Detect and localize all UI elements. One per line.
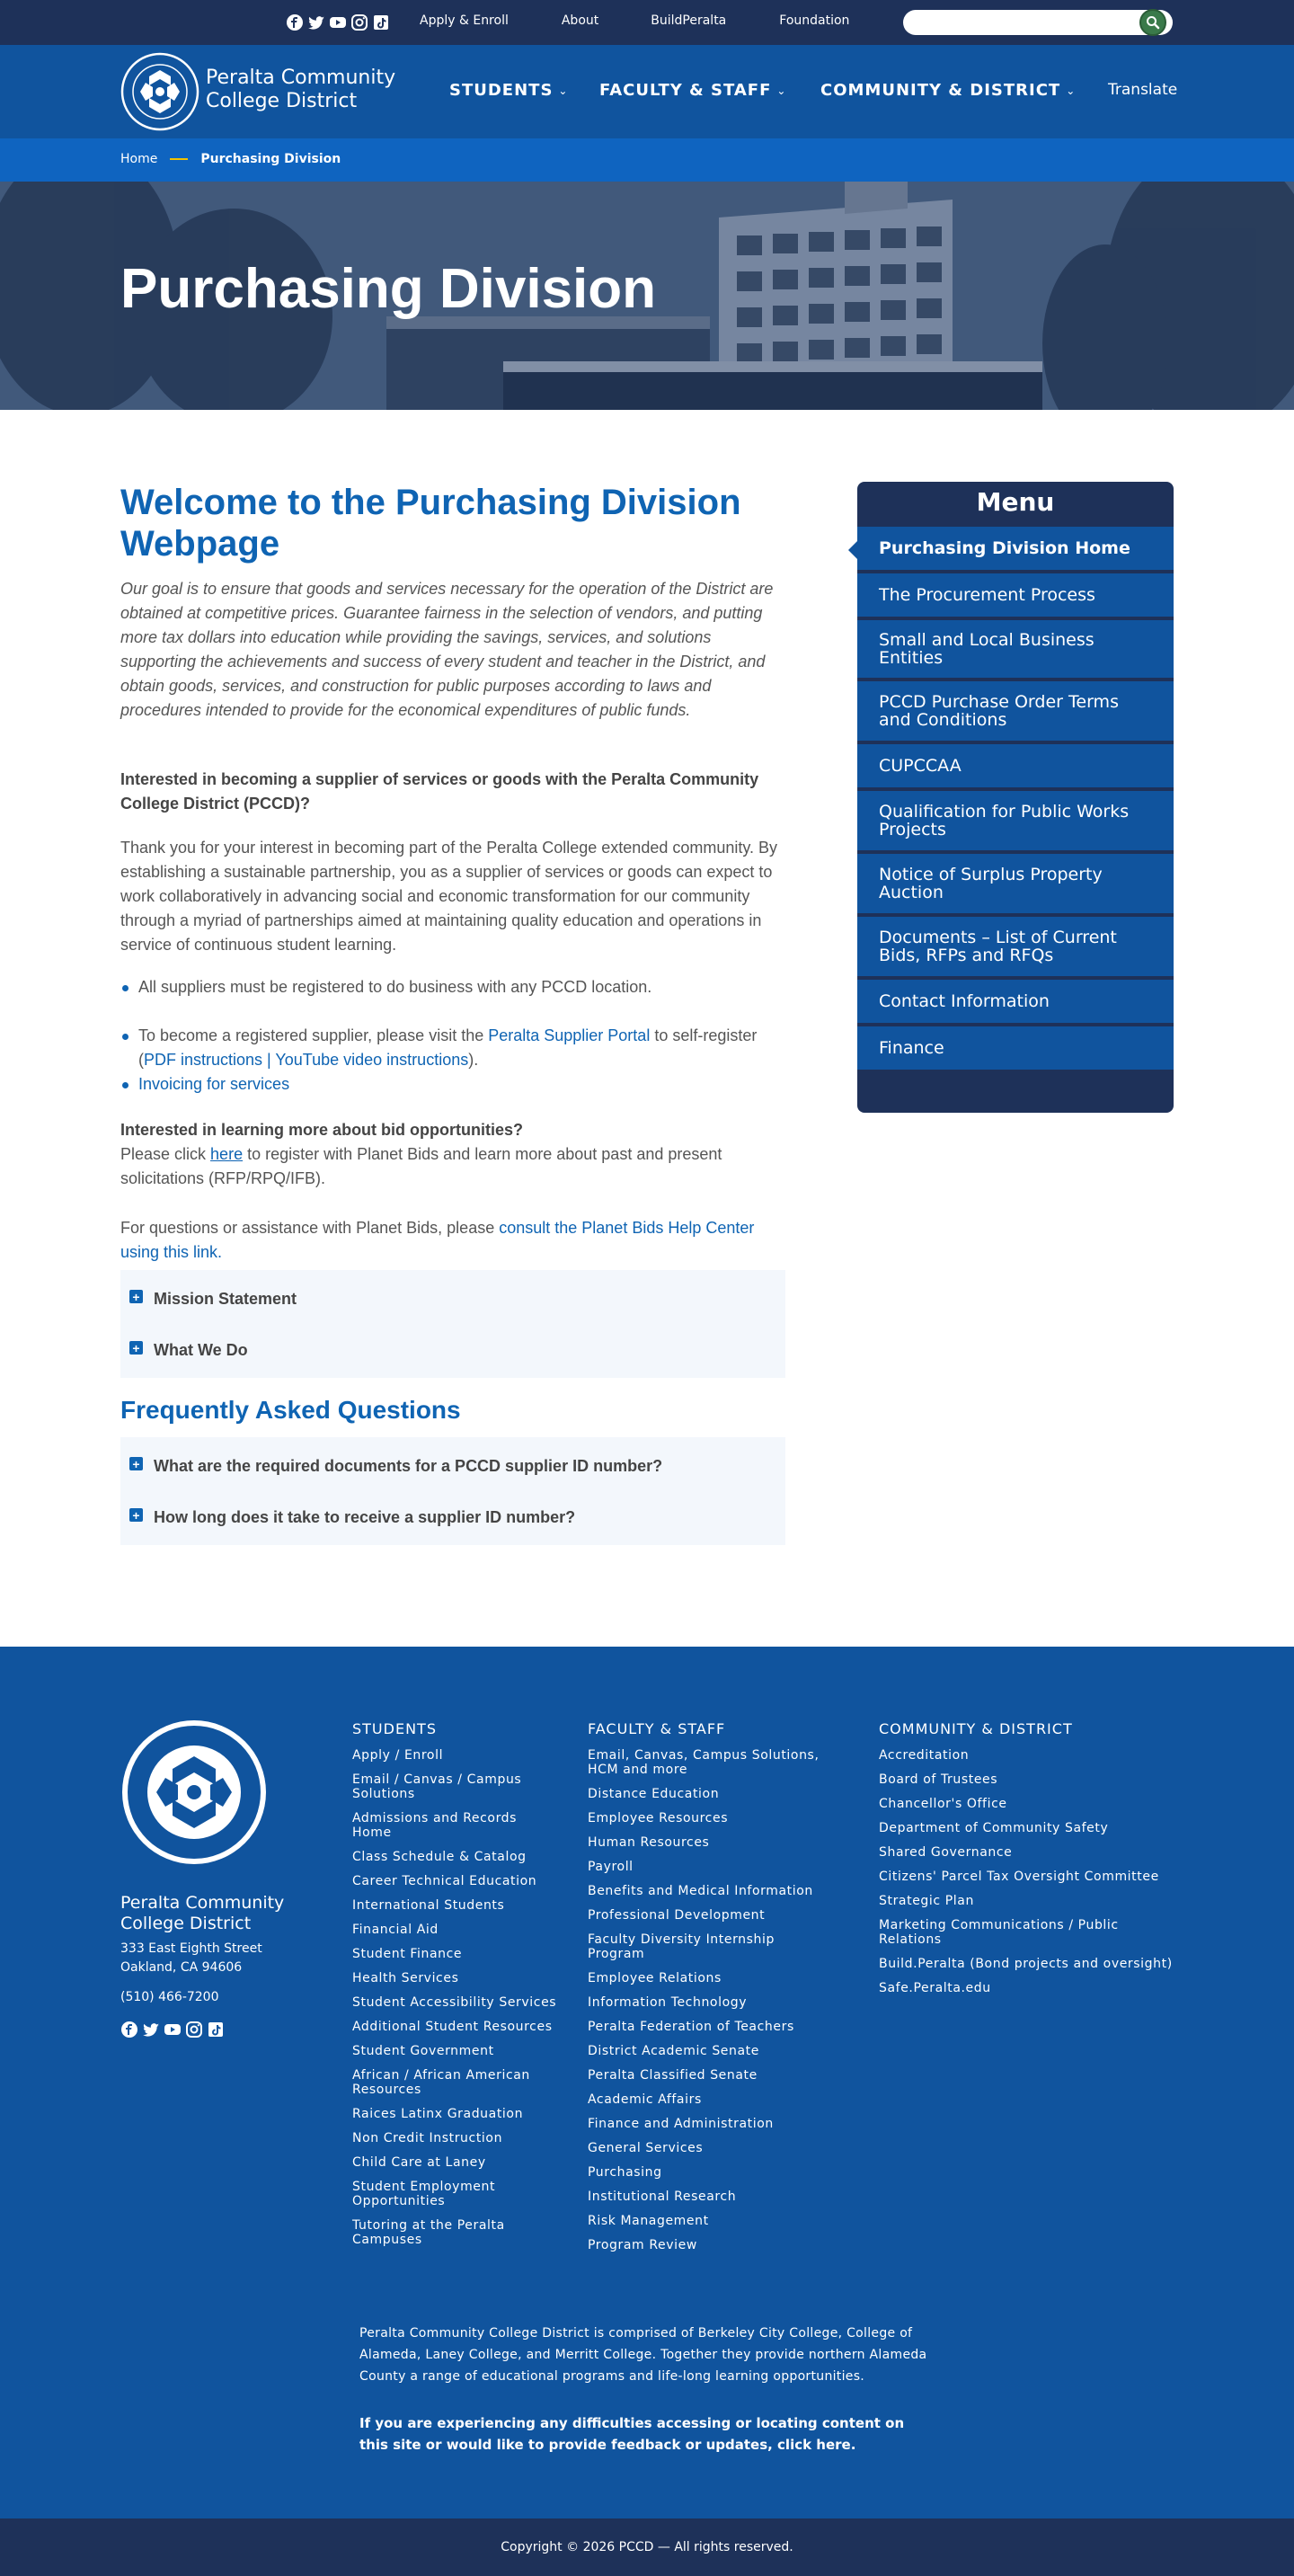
search-button[interactable] (1139, 9, 1166, 36)
nav-community-district[interactable] (820, 81, 1076, 100)
footer-faculty-list (588, 1748, 821, 2252)
plus-icon: + (129, 1341, 143, 1355)
copyright-bar (0, 2518, 1294, 2576)
students-link[interactable]: Apply / Enroll (352, 1748, 444, 1763)
students-link[interactable]: African / African American Resources (352, 2068, 530, 2097)
menu-item-contact[interactable]: Contact Information (857, 980, 1174, 1023)
tiktok-icon[interactable] (207, 2021, 225, 2039)
footer-address-line1: 333 East Eighth Street (120, 1941, 262, 1956)
faculty-link[interactable]: Faculty Diversity Internship Program (588, 1932, 775, 1961)
facebook-icon[interactable] (286, 13, 304, 31)
menu-item-finance[interactable]: Finance (857, 1026, 1174, 1070)
bullet-registration (120, 975, 785, 999)
students-link[interactable]: Admissions and Records Home (352, 1811, 518, 1840)
pccd-seal-logo[interactable] (120, 52, 199, 131)
students-link[interactable]: Career Technical Education (352, 1874, 537, 1888)
bullet-invoicing (120, 1072, 785, 1097)
plus-icon: + (129, 1290, 143, 1303)
plus-icon: + (129, 1508, 143, 1522)
students-link[interactable]: Child Care at Laney (352, 2155, 486, 2170)
accordion-label: What We Do (154, 1341, 248, 1359)
header-org-line2: College District (206, 90, 358, 112)
accordion-mission-statement[interactable] (129, 1274, 776, 1325)
main-column (120, 482, 785, 1545)
nav-faculty-staff[interactable] (599, 81, 820, 100)
main-nav (449, 81, 1076, 100)
utility-link-foundation[interactable]: Foundation (779, 13, 850, 28)
menu-item-small-local-business[interactable]: Small and Local Business Entities (857, 620, 1174, 678)
students-link[interactable]: Email / Canvas / Campus Solutions (352, 1772, 522, 1801)
faculty-link[interactable]: Peralta Classified Senate (588, 2068, 758, 2083)
thanks-paragraph: Thank you for your interest in becoming part of the Peralta College extended community. By establishing a sustainable partnership, you as a supplier of services or goods can expect to work collaboratively in advancing social and economic transformation for our community through a myriad of partnerships aimed at maintaining quality education and operations in service of continuous student learning. (120, 839, 778, 954)
breadcrumb (120, 152, 341, 166)
faculty-link[interactable]: Human Resources (588, 1835, 710, 1850)
footer-students-column (352, 1720, 559, 2257)
students-link[interactable]: Student Employment Opportunities (352, 2180, 496, 2208)
footer-social-links (120, 2021, 225, 2039)
footer-community-column (879, 1720, 1184, 2005)
students-link[interactable]: Tutoring at the Peralta Campuses (352, 2218, 505, 2247)
footer-org-line2: College District (120, 1914, 252, 1933)
footer-students-list (352, 1748, 559, 2247)
students-link[interactable]: Student Accessibility Services (352, 1995, 557, 2010)
footer-community-list (879, 1748, 1184, 1995)
community-link[interactable]: Build.Peralta (Bond projects and oversight) (879, 1957, 1173, 1971)
faq-heading: Frequently Asked Questions (120, 1396, 461, 1424)
community-link[interactable]: Accreditation (879, 1748, 970, 1763)
twitter-icon[interactable] (307, 13, 325, 31)
faculty-link[interactable]: Payroll (588, 1860, 634, 1874)
side-menu-title: Menu (976, 487, 1055, 517)
info-accordion (120, 1270, 785, 1378)
faculty-link[interactable]: Academic Affairs (588, 2092, 702, 2107)
faculty-link[interactable]: General Services (588, 2141, 704, 2155)
menu-item-purchasing-home[interactable]: Purchasing Division Home (857, 527, 1174, 570)
utility-social-links (286, 13, 390, 31)
footer-feedback-link[interactable]: If you are experiencing any difficulties accessing or locating content on this site or would like to provide feedback or updates, click here. (359, 2415, 905, 2453)
utility-link-apply[interactable]: Apply & Enroll (420, 13, 509, 28)
bullet-registration-text: All suppliers must be registered to do business with any PCCD location. (138, 978, 652, 996)
faq-required-documents[interactable] (129, 1441, 776, 1492)
footer-students-heading: STUDENTS (352, 1720, 437, 1737)
footer-seal-logo[interactable] (120, 1719, 268, 1866)
planet-bids-here-link[interactable]: here (210, 1145, 244, 1163)
accordion-what-we-do[interactable] (129, 1325, 776, 1376)
search-input[interactable] (903, 10, 1128, 35)
faq-accordion (120, 1437, 785, 1545)
bid-pre: Please click (120, 1145, 211, 1163)
faq-label: How long does it take to receive a supplier ID number? (154, 1508, 576, 1526)
students-link[interactable]: International Students (352, 1898, 505, 1913)
menu-item-public-works[interactable]: Qualification for Public Works Projects (857, 791, 1174, 850)
faculty-link[interactable]: Program Review (588, 2238, 697, 2252)
main-header (0, 45, 1294, 138)
faculty-link[interactable]: District Academic Senate (588, 2044, 759, 2058)
faculty-link[interactable]: Email, Canvas, Campus Solutions, HCM and more (588, 1748, 820, 1777)
chevron-down-icon: ⌄ (776, 84, 787, 97)
bullet2-sep: | (262, 1051, 276, 1069)
footer (0, 1647, 1294, 2518)
menu-item-current-bids[interactable]: Documents – List of Current Bids, RFPs and RFQs (857, 917, 1174, 976)
students-link[interactable]: Additional Student Resources (352, 2020, 553, 2034)
community-link[interactable]: Chancellor's Office (879, 1797, 1007, 1811)
hero-banner (0, 182, 1294, 410)
goal-paragraph: Our goal is to ensure that goods and services necessary for the operation of the District are obtained at competitive prices. Guarantee fairness in the selection of vendors, and putting more tax dollars into education while providing the savings, services, and solutions supporting the achievements and success of every student and teacher in the District, and obtain goods, services, and construction for public purposes according to laws and procedures intended to provide for the economical expenditures of public funds. (120, 580, 774, 719)
content-area (0, 410, 1294, 1647)
invoicing-link[interactable]: Invoicing for services (138, 1075, 290, 1093)
breadcrumb-bar (0, 138, 1294, 182)
students-link[interactable]: Health Services (352, 1971, 459, 1985)
facebook-icon[interactable] (120, 2021, 138, 2039)
bid-question: Interested in learning more about bid opportunities? (120, 1121, 524, 1139)
faculty-link[interactable]: Distance Education (588, 1787, 720, 1801)
community-link[interactable]: Strategic Plan (879, 1894, 974, 1908)
chevron-down-icon: ⌄ (1066, 84, 1077, 97)
students-link[interactable]: Class Schedule & Catalog (352, 1850, 527, 1864)
community-link[interactable]: Safe.Peralta.edu (879, 1981, 991, 1995)
menu-item-procurement-process[interactable]: The Procurement Process (857, 573, 1174, 617)
faculty-link[interactable]: Benefits and Medical Information (588, 1884, 813, 1898)
instagram-icon[interactable] (350, 13, 368, 31)
faculty-link[interactable]: Institutional Research (588, 2190, 737, 2204)
tiktok-icon[interactable] (372, 13, 390, 31)
youtube-icon[interactable] (329, 13, 347, 31)
community-link[interactable]: Department of Community Safety (879, 1821, 1109, 1835)
footer-address (120, 1940, 262, 1977)
community-link[interactable]: Board of Trustees (879, 1772, 998, 1787)
supplier-question: Interested in becoming a supplier of services or goods with the Peralta Community College District (PCCD)? (120, 770, 759, 813)
students-link[interactable]: Student Finance (352, 1947, 463, 1961)
nav-faculty-label: FACULTY & STAFF (599, 81, 772, 100)
breadcrumb-current: Purchasing Division (200, 152, 341, 166)
faculty-link[interactable]: Professional Development (588, 1908, 766, 1923)
plus-icon: + (129, 1457, 143, 1470)
bullet2-end: ). (468, 1051, 479, 1069)
page-heading: Welcome to the Purchasing Division Webpage (120, 483, 741, 564)
instagram-icon[interactable] (185, 2021, 203, 2039)
students-link[interactable]: Non Credit Instruction (352, 2131, 503, 2145)
faculty-link[interactable]: Information Technology (588, 1995, 748, 2010)
students-link[interactable]: Raices Latinx Graduation (352, 2107, 524, 2121)
faculty-link[interactable]: Purchasing (588, 2165, 662, 2180)
faculty-link[interactable]: Employee Relations (588, 1971, 722, 1985)
youtube-icon[interactable] (164, 2021, 182, 2039)
pdf-instructions-link[interactable]: PDF instructions (144, 1051, 263, 1069)
menu-item-cupccaa[interactable]: CUPCCAA (857, 744, 1174, 787)
side-menu (857, 482, 1174, 1113)
community-link[interactable]: Citizens' Parcel Tax Oversight Committee (879, 1870, 1159, 1884)
faculty-link[interactable]: Peralta Federation of Teachers (588, 2020, 794, 2034)
bullet2-pre: To become a registered supplier, please visit the (138, 1026, 489, 1044)
nav-students[interactable] (449, 81, 599, 100)
planet-pre: For questions or assistance with Planet Bids, please (120, 1219, 500, 1237)
planet-bids-paragraph (120, 1216, 785, 1265)
utility-link-buildperalta[interactable]: BuildPeralta (651, 13, 727, 28)
footer-address-line2: Oakland, CA 94606 (120, 1960, 243, 1975)
chevron-down-icon: ⌄ (558, 84, 569, 97)
translate-button[interactable]: Translate (1108, 81, 1178, 99)
supplier-portal-link[interactable]: Peralta Supplier Portal (488, 1026, 651, 1044)
footer-org-name (120, 1893, 284, 1934)
bid-paragraph (120, 1142, 785, 1191)
hero-title: Purchasing Division (120, 258, 657, 320)
header-org-line1: Peralta Community (206, 67, 396, 89)
menu-item-po-terms[interactable]: PCCD Purchase Order Terms and Conditions (857, 681, 1174, 741)
faculty-link[interactable]: Employee Resources (588, 1811, 729, 1825)
footer-community-heading: COMMUNITY & DISTRICT (879, 1720, 1073, 1737)
bid-post: to register with Planet Bids and learn more about past and present solicitations (RFP/RPQ/IFB). (120, 1145, 722, 1187)
faq-how-long[interactable] (129, 1492, 776, 1543)
header-org-name[interactable] (206, 67, 395, 113)
nav-community-label: COMMUNITY & DISTRICT (820, 81, 1061, 100)
footer-org-line1: Peralta Community (120, 1893, 285, 1913)
footer-faculty-column (588, 1720, 821, 2262)
twitter-icon[interactable] (142, 2021, 160, 2039)
utility-bar (0, 0, 1294, 45)
copyright-text: Copyright © 2026 PCCD — All rights reserved. (501, 2540, 793, 2554)
community-link[interactable]: Shared Governance (879, 1845, 1013, 1860)
search-box (903, 10, 1173, 35)
menu-item-surplus-auction[interactable]: Notice of Surplus Property Auction (857, 854, 1174, 913)
footer-phone[interactable]: (510) 466-7200 (120, 1990, 219, 2004)
faq-label: What are the required documents for a PCCD supplier ID number? (154, 1457, 663, 1475)
nav-students-label: STUDENTS (449, 81, 554, 100)
bullet-register-portal (120, 1024, 785, 1072)
search-icon (1146, 15, 1160, 30)
students-link[interactable]: Financial Aid (352, 1923, 439, 1937)
breadcrumb-home[interactable]: Home (120, 152, 158, 166)
breadcrumb-separator (170, 158, 188, 160)
supplier-bullets (120, 975, 785, 1097)
accordion-label: Mission Statement (154, 1290, 297, 1308)
planet-bids-help-link[interactable]: consult the Planet Bids Help Center using this link. (120, 1219, 755, 1261)
footer-about: Peralta Community College District is comprised of Berkeley City College, College of Alameda, Laney College, and Merritt College. Together they provide northern Alameda County a range of educational programs and life-long learning opportunities. (359, 2326, 927, 2384)
utility-link-about[interactable]: About (561, 13, 599, 28)
bullet2-mid: to self-register ( (138, 1026, 758, 1069)
youtube-instructions-link[interactable]: YouTube video instructions (275, 1051, 469, 1069)
faculty-link[interactable]: Risk Management (588, 2214, 709, 2228)
students-link[interactable]: Student Government (352, 2044, 494, 2058)
faculty-link[interactable]: Finance and Administration (588, 2117, 774, 2131)
community-link[interactable]: Marketing Communications / Public Relations (879, 1918, 1119, 1947)
footer-faculty-heading: FACULTY & STAFF (588, 1720, 726, 1737)
